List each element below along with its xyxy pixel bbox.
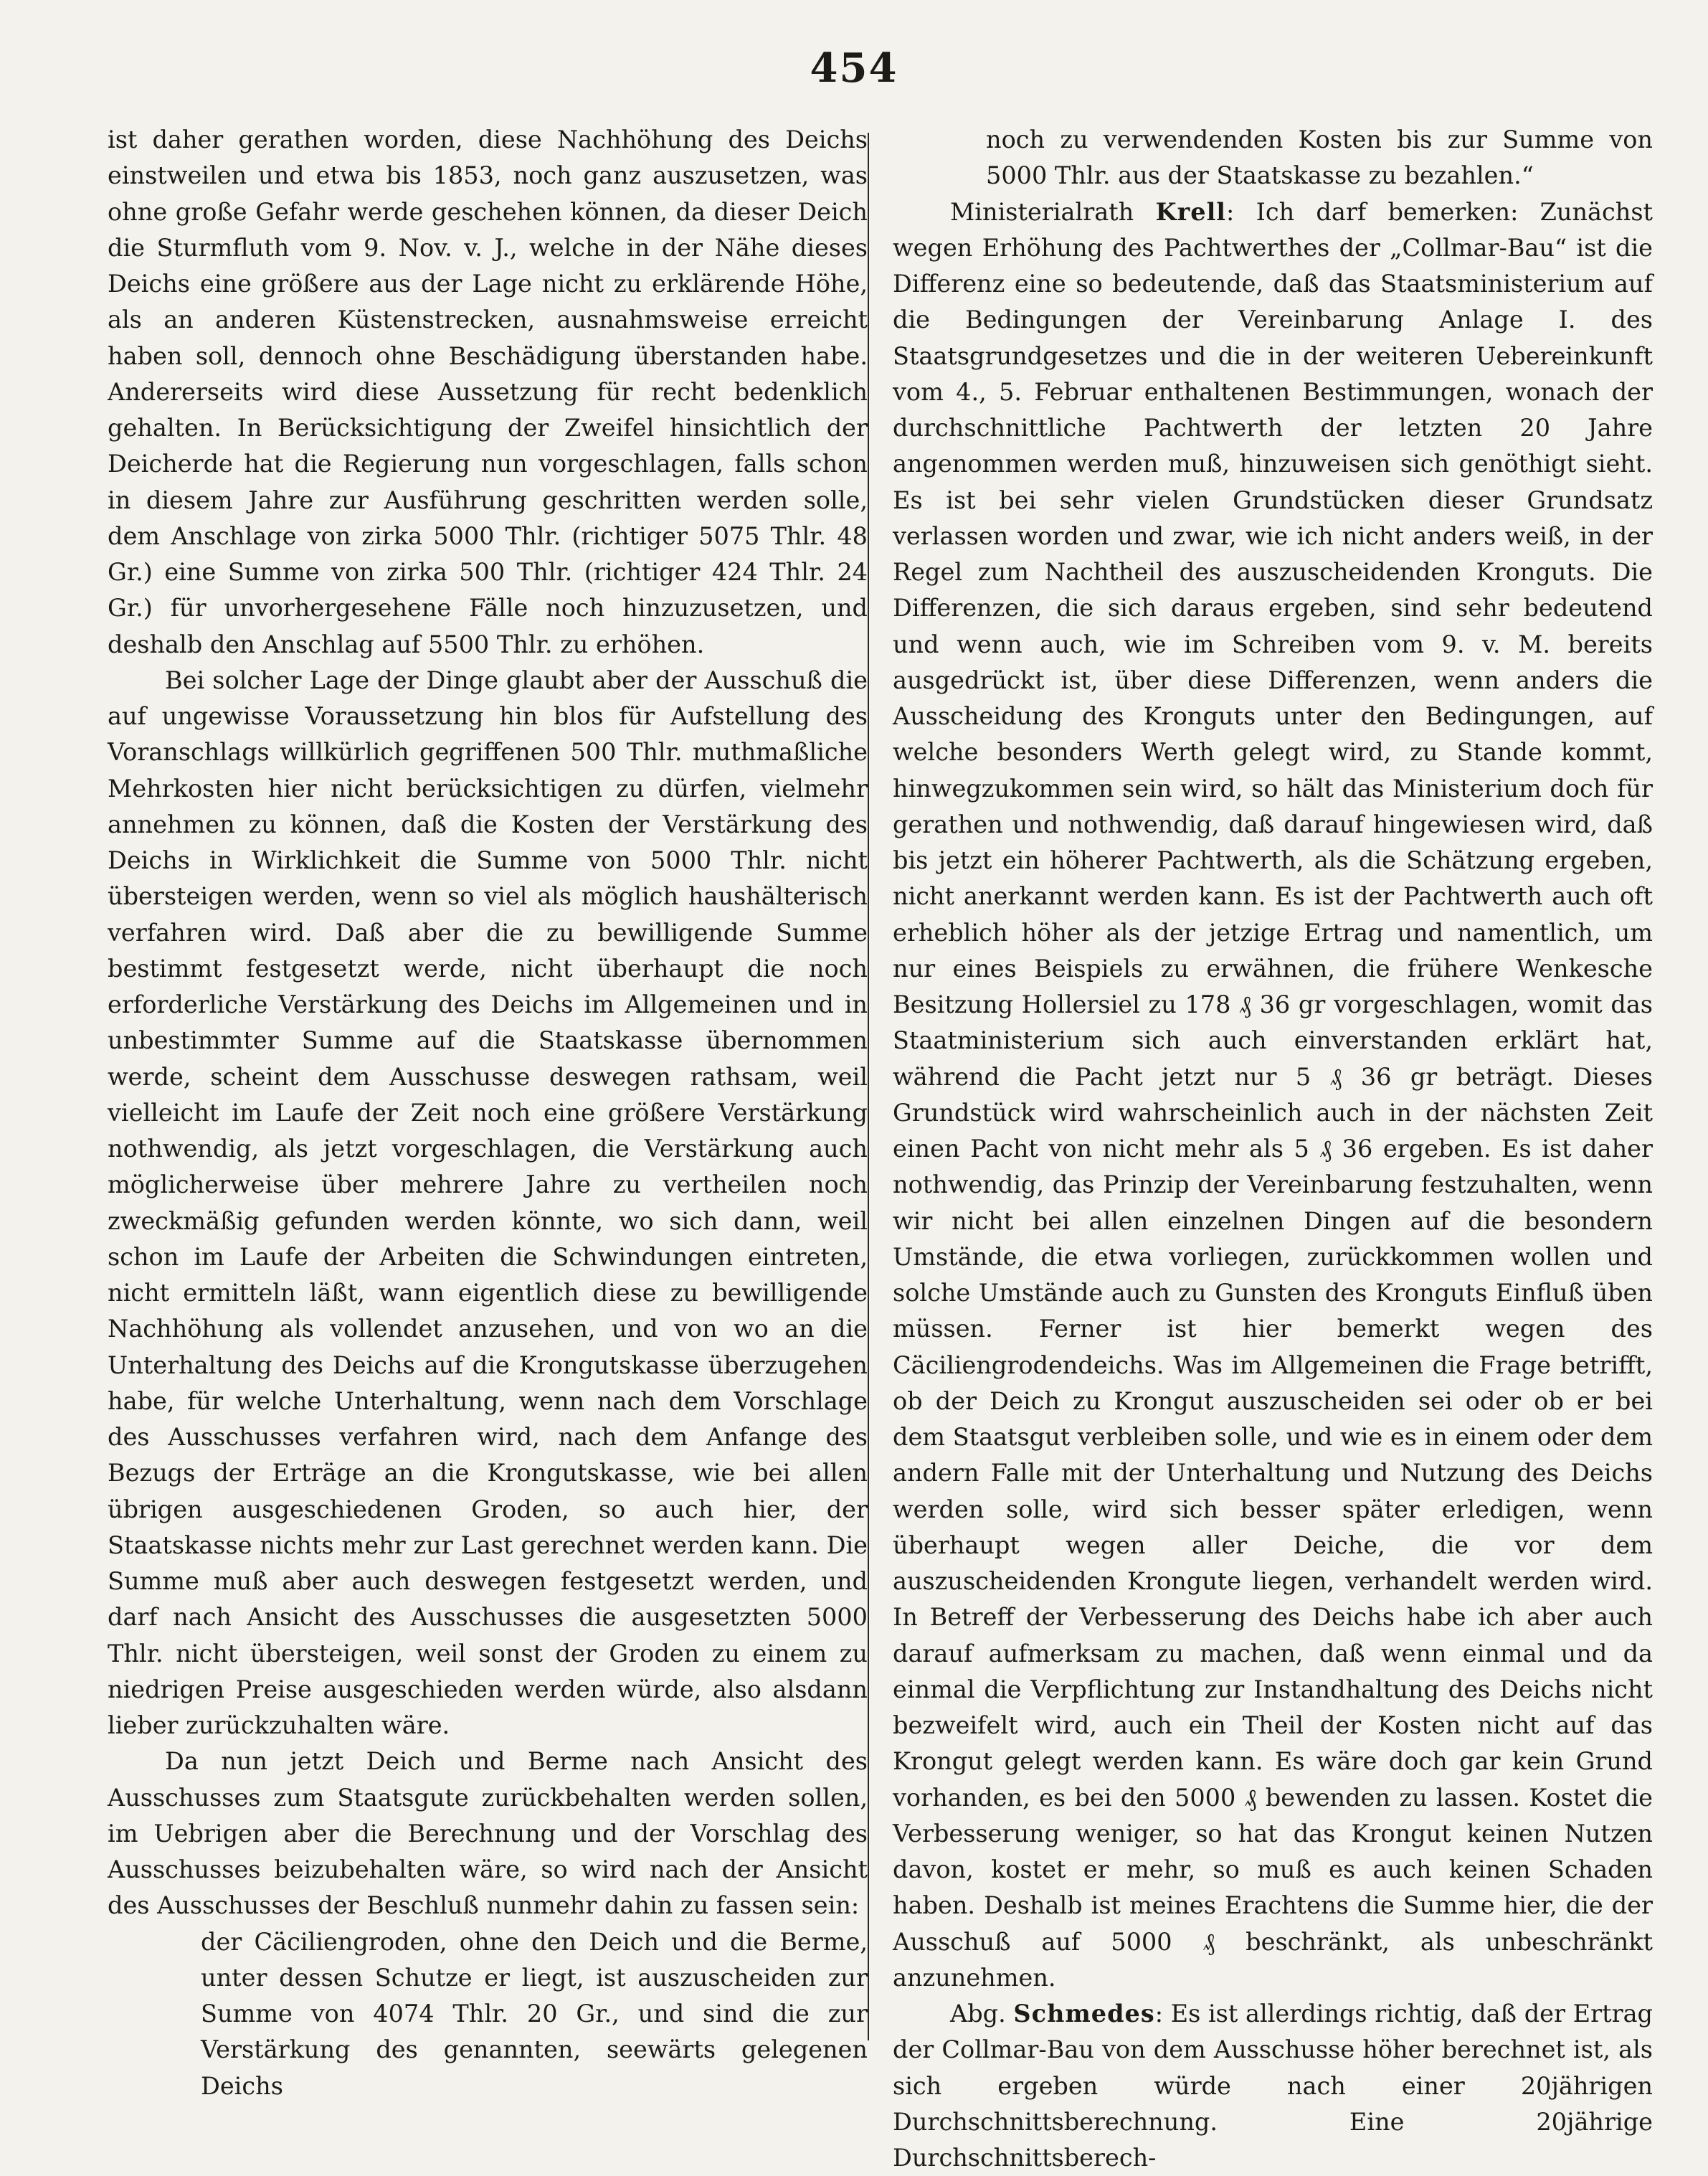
column-divider (868, 133, 869, 2040)
speech-text: : Ich darf bemerken: Zunächst wegen Erhöhung des Pachtwerthes der „Collmar-Bau“ ist die Differenz eine so bedeutende, daß das Staatsministerium auf die Bedingungen der Vereinbarung Anlage I. des Staatsgrundgesetzes und die in der weiteren Uebereinkunft vom 4., 5. Februar enthaltenen Bestimmungen, wonach der durchschnittliche Pachtwerth der letzten 20 Jahre angenommen werden muß, hinzuweisen sich genöthigt sieht. Es ist bei sehr vielen Grundstücken dieser Grundsatz verlassen worden und zwar, wie ich nicht anders weiß, in der Regel zum Nachtheil des auszuscheidenden Kronguts. Die Differenzen, die sich daraus ergeben, sind sehr bedeutend und wenn auch, wie im Schreiben vom 9. v. M. bereits ausgedrückt ist, über diese Differenzen, wenn anders die Ausscheidung des Kronguts unter den Bedingungen, auf welche besonders Werth gelegt wird, zu Stande kommt, hinwegzukommen sein wird, so hält das Ministerium doch für gerathen und nothwendig, daß darauf hingewiesen wird, daß bis jetzt ein höherer Pachtwerth, als die Schätzung ergeben, nicht anerkannt werden kann. Es ist der Pachtwerth auch oft erheblich höher als der jetzige Ertrag und namentlich, um nur eines Beispiels zu erwähnen, die frühere Wenkesche Besitzung Hollersiel zu 178 ₰ 36 gr vorgeschlagen, womit das Staatministerium sich auch einverstanden erklärt hat, während die Pacht jetzt nur 5 ₰ 36 gr beträgt. Dieses Grundstück wird wahrscheinlich auch in der nächsten Zeit einen Pacht von nicht mehr als 5 ₰ 36 ergeben. Es ist daher nothwendig, das Prinzip der Vereinbarung festzuhalten, wenn wir nicht bei allen einzelnen Dingen auf die besondern Umstände, die etwa vorliegen, zurückkommen wollen und solche Umstände auch zu Gunsten des Kronguts Einfluß üben müssen. Ferner ist hier bemerkt wegen des Cäciliengrodendeichs. Was im Allgemeinen die Frage betrifft, ob der Deich zu Krongut auszuscheiden sei oder ob er bei dem Staatsgut verbleiben solle, und wie es in einem oder dem andern Falle mit der Unterhaltung und Nutzung des Deichs werden solle, wird sich besser später erledigen, wenn überhaupt wegen aller Deiche, die vor dem auszuscheidenden Krongute liegen, verhandelt werden wird. In Betreff der Verbesserung des Deichs habe ich aber auch darauf aufmerksam zu machen, daß wenn einmal und da einmal die Verpflichtung zur Instandhaltung des Deichs nicht bezweifelt wird, auch ein Theil der Kosten nicht auf das Krongut gelegt werden kann. Es wäre doch gar kein Grund vorhanden, es bei den 5000 ₰ bewenden zu lassen. Kostet die Verbesserung weniger, so hat das Krongut keinen Nutzen davon, kostet er mehr, so muß es auch keinen Schaden haben. Deshalb ist meines Erachtens die Summe hier, die der Ausschuß auf 5000 ₰ beschränkt, als unbeschränkt anzunehmen. (893, 197, 1653, 1992)
speaker-name: Krell (1155, 197, 1227, 226)
speech-krell (893, 194, 1653, 1997)
page-number: 454 (810, 44, 898, 92)
paragraph-beschluss-einleitung: Da nun jetzt Deich und Berme nach Ansicht des Ausschusses zum Staatsgute zurückbehalten werden sollen, im Uebrigen aber die Berechnung und der Vorschlag des Ausschusses beizubehalten wäre, so wird nach der Ansicht des Ausschusses der Beschluß nunmehr dahin zu fassen sein: (108, 1747, 868, 1920)
speaker-name: Schmedes (1013, 2000, 1155, 2028)
speech-text: : Es ist allerdings richtig, daß der Ertrag der Collmar-Bau von dem Ausschusse höher berechnet ist, als sich ergeben würde nach einer 20jährigen Durchschnittsberechnung. Eine 20jährige Durchschnittsberech- (893, 2000, 1653, 2172)
paragraph-ausschuss-meinung: Bei solcher Lage der Dinge glaubt aber der Ausschuß die auf ungewisse Voraussetzung hin blos für Aufstellung des Voranschlags willkürlich gegriffenen 500 Thlr. muthmaßliche Mehrkosten hier nicht berücksichtigen zu dürfen, vielmehr annehmen zu können, daß die Kosten der Verstärkung des Deichs in Wirklichkeit die Summe von 5000 Thlr. nicht übersteigen werden, wenn so viel als möglich haushälterisch verfahren wird. Daß aber die zu bewilligende Summe bestimmt festgesetzt werde, nicht überhaupt die noch erforderliche Verstärkung des Deichs im Allgemeinen und in unbestimmter Summe auf die Staatskasse übernommen werde, scheint dem Ausschusse deswegen rathsam, weil vielleicht im Laufe der Zeit noch eine größere Verstärkung nothwendig, als jetzt vorgeschlagen, die Verstärkung auch möglicherweise über mehrere Jahre zu vertheilen noch zweckmäßig gefunden werden könnte, wo sich dann, weil schon im Laufe der Arbeiten die Schwindungen eintreten, nicht ermitteln läßt, wann eigentlich diese zu bewilligende Nachhöhung als vollendet anzusehen, und von wo an die Unterhaltung des Deichs auf die Krongutskasse überzugehen habe, für welche Unterhaltung, wenn nach dem Vorschlage des Ausschusses verfahren wird, nach dem Anfange des Bezugs der Erträge an die Krongutskasse, wie bei allen übrigen ausgeschiedenen Groden, so auch hier, der Staatskasse nichts mehr zur Last gerechnet werden kann. Die Summe muß aber auch deswegen festgesetzt werden, und darf nach Ansicht des Ausschusses die ausgesetzten 5000 Thlr. nicht übersteigen, weil sonst der Groden zu einem zu niedrigen Preise ausgeschieden werden würde, also alsdann lieber zurückzuhalten wäre. (108, 666, 868, 1739)
speaker-role: Ministerialrath (950, 197, 1134, 226)
resolution-text: der Cäciliengroden, ohne den Deich und die Berme, unter dessen Schutze er liegt, ist auszuscheiden zur Summe von 4074 Thlr. 20 Gr., und sind die zur Verstärkung des genannten, seewärts gelegenen Deichs (201, 1927, 868, 2100)
left-column (108, 122, 868, 2137)
right-column (893, 122, 1653, 2172)
speech-schmedes (893, 1996, 1653, 2176)
resolution-continuation: noch zu verwendenden Kosten bis zur Summe von 5000 Thlr. aus der Staatskasse zu bezahlen.“ (986, 126, 1653, 190)
paragraph-deich-aussetzung: ist daher gerathen worden, diese Nachhöhung des Deichs einstweilen und etwa bis 1853, noch ganz auszusetzen, was ohne große Gefahr werde geschehen können, da dieser Deich die Sturmfluth vom 9. Nov. v. J., welche in der Nähe dieses Deichs eine größere aus der Lage nicht zu erklärende Höhe, als an anderen Küstenstrecken, ausnahmsweise erreicht haben soll, dennoch ohne Beschädigung überstanden habe. Andererseits wird diese Aussetzung für recht bedenklich gehalten. In Berücksichtigung der Zweifel hinsichtlich der Deicherde hat die Regierung nun vorgeschlagen, falls schon in diesem Jahre zur Ausführung geschritten werden solle, dem Anschlage von zirka 5000 Thlr. (richtiger 5075 Thlr. 48 Gr.) eine Summe von zirka 500 Thlr. (richtiger 424 Thlr. 24 Gr.) für unvorhergesehene Fälle noch hinzuzusetzen, und deshalb den Anschlag auf 5500 Thlr. zu erhöhen. (108, 126, 868, 658)
speaker-role: Abg. (950, 2000, 1006, 2028)
